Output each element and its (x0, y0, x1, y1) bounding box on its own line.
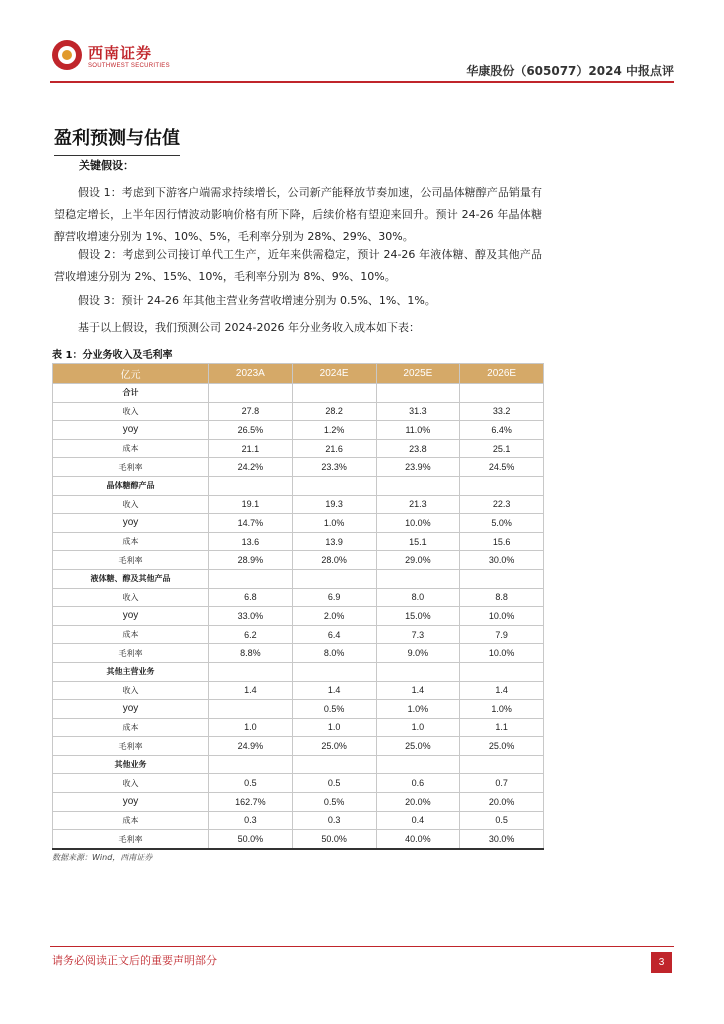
footer-divider (50, 946, 674, 947)
assumption-1-paragraph: 假设 1：考虑到下游客户端需求持续增长，公司新产能释放节奏加速，公司晶体糖醇产品销量有望稳定增长，上半年因行情波动影响价格有所下降，后续价格有望迎来回升。预计 24-26 年晶体糖醇营收增速分别为 1%、10%、5%，毛利率分别为 28%、29%、30%。 (54, 186, 542, 243)
table-cell: 162.7% (209, 793, 293, 812)
table-cell: 24.5% (460, 458, 544, 477)
table-row (53, 514, 544, 533)
group-empty-cell (292, 569, 376, 588)
table-cell: 50.0% (292, 830, 376, 849)
header-unit: 亿元 (53, 364, 209, 384)
row-label: 收入 (53, 681, 209, 700)
table-row (53, 737, 544, 756)
assumption-2-paragraph: 假设 2：考虑到公司接订单代工生产，近年来供需稳定，预计 24-26 年液体糖、醇及其他产品营收增速分别为 2%、15%、10%，毛利率分别为 8%、9%、10%。 (54, 248, 542, 283)
table-row (53, 700, 544, 719)
group-empty-cell (209, 662, 293, 681)
group-empty-cell (376, 755, 460, 774)
page-header (50, 38, 674, 82)
table-row (53, 495, 544, 514)
table-cell: 1.2% (292, 421, 376, 440)
table-cell: 33.2 (460, 402, 544, 421)
group-empty-cell (460, 384, 544, 403)
table-cell: 0.5% (292, 793, 376, 812)
group-label: 晶体糖醇产品 (53, 476, 209, 495)
table-cell: 8.8 (460, 588, 544, 607)
table-cell (209, 700, 293, 719)
table-cell: 19.1 (209, 495, 293, 514)
page-number: 3 (651, 952, 672, 973)
header-2025e: 2025E (376, 364, 460, 384)
group-empty-cell (376, 569, 460, 588)
row-label: 收入 (53, 402, 209, 421)
table-cell: 28.9% (209, 551, 293, 570)
table-cell: 30.0% (460, 551, 544, 570)
group-empty-cell (376, 662, 460, 681)
table-cell: 1.0% (460, 700, 544, 719)
table-cell: 25.0% (376, 737, 460, 756)
table-cell: 6.8 (209, 588, 293, 607)
table-cell: 11.0% (376, 421, 460, 440)
table-cell: 25.0% (460, 737, 544, 756)
group-empty-cell (292, 384, 376, 403)
table-cell: 1.0 (292, 718, 376, 737)
table-cell: 24.2% (209, 458, 293, 477)
forecast-intro-paragraph: 基于以上假设，我们预测公司 2024-2026 年分业务收入成本如下表： (78, 321, 420, 334)
row-label: 毛利率 (53, 551, 209, 570)
table-cell: 0.3 (292, 811, 376, 830)
table-cell: 15.0% (376, 607, 460, 626)
row-label: 毛利率 (53, 737, 209, 756)
table-cell: 8.8% (209, 644, 293, 663)
table-row (53, 811, 544, 830)
table-cell: 0.3 (209, 811, 293, 830)
table-cell: 6.2 (209, 625, 293, 644)
table-cell: 23.3% (292, 458, 376, 477)
table-cell: 1.4 (376, 681, 460, 700)
row-label: 收入 (53, 495, 209, 514)
table-cell: 1.0% (292, 514, 376, 533)
table-cell: 33.0% (209, 607, 293, 626)
group-empty-cell (460, 476, 544, 495)
table-cell: 13.6 (209, 532, 293, 551)
table-cell: 20.0% (376, 793, 460, 812)
group-empty-cell (460, 755, 544, 774)
table-cell: 10.0% (460, 607, 544, 626)
table-cell: 28.2 (292, 402, 376, 421)
table-group-row (53, 755, 544, 774)
table-cell: 30.0% (460, 830, 544, 849)
table-cell: 1.0 (209, 718, 293, 737)
group-empty-cell (460, 569, 544, 588)
row-label: 成本 (53, 439, 209, 458)
group-empty-cell (376, 384, 460, 403)
table-cell: 0.5 (460, 811, 544, 830)
assumption-3-paragraph: 假设 3：预计 24-26 年其他主营业务营收增速分别为 0.5%、1%、1%。 (78, 294, 436, 307)
group-label: 其他主营业务 (53, 662, 209, 681)
report-title: 华康股份（605077）2024 中报点评 (466, 64, 674, 78)
row-label: yoy (53, 421, 209, 440)
table-cell: 0.5 (292, 774, 376, 793)
table-cell: 21.1 (209, 439, 293, 458)
table-row (53, 830, 544, 849)
row-label: 成本 (53, 532, 209, 551)
row-label: yoy (53, 514, 209, 533)
table-cell: 0.5 (209, 774, 293, 793)
row-label: 毛利率 (53, 458, 209, 477)
table-row (53, 551, 544, 570)
table-cell: 8.0 (376, 588, 460, 607)
table-cell: 1.0 (376, 718, 460, 737)
table-cell: 1.4 (209, 681, 293, 700)
row-label: yoy (53, 793, 209, 812)
row-label: 毛利率 (53, 830, 209, 849)
table-cell: 26.5% (209, 421, 293, 440)
group-empty-cell (292, 662, 376, 681)
header-2023a: 2023A (209, 364, 293, 384)
table-cell: 19.3 (292, 495, 376, 514)
table-cell: 7.3 (376, 625, 460, 644)
row-label: 成本 (53, 718, 209, 737)
row-label: 成本 (53, 625, 209, 644)
table-cell: 23.9% (376, 458, 460, 477)
logo-icon (52, 40, 82, 70)
table-cell: 28.0% (292, 551, 376, 570)
section-title: 盈利预测与估值 (54, 124, 180, 150)
table-cell: 0.4 (376, 811, 460, 830)
table-row (53, 718, 544, 737)
group-label: 合计 (53, 384, 209, 403)
table-bottom-rule (52, 848, 544, 850)
group-empty-cell (460, 662, 544, 681)
table-caption: 表 1：分业务收入及毛利率 (52, 350, 173, 361)
table-cell: 22.3 (460, 495, 544, 514)
row-label: yoy (53, 700, 209, 719)
table-row (53, 421, 544, 440)
row-label: 成本 (53, 811, 209, 830)
group-empty-cell (376, 476, 460, 495)
table-row (53, 681, 544, 700)
table-group-row (53, 662, 544, 681)
table-cell: 25.1 (460, 439, 544, 458)
table-cell: 2.0% (292, 607, 376, 626)
table-cell: 1.4 (292, 681, 376, 700)
table-cell: 0.6 (376, 774, 460, 793)
disclaimer-note: 请务必阅读正文后的重要声明部分 (52, 954, 217, 967)
table-cell: 6.9 (292, 588, 376, 607)
group-empty-cell (292, 755, 376, 774)
table-cell: 29.0% (376, 551, 460, 570)
table-row (53, 458, 544, 477)
row-label: yoy (53, 607, 209, 626)
table-cell: 27.8 (209, 402, 293, 421)
key-assumptions-heading: 关键假设： (79, 159, 134, 172)
header-divider (50, 81, 674, 83)
table-row (53, 644, 544, 663)
header-2026e: 2026E (460, 364, 544, 384)
group-empty-cell (209, 384, 293, 403)
table-row (53, 402, 544, 421)
group-label: 液体糖、醇及其他产品 (53, 569, 209, 588)
segment-revenue-table (52, 363, 544, 849)
table-cell: 1.4 (460, 681, 544, 700)
table-row (53, 625, 544, 644)
table-cell: 21.6 (292, 439, 376, 458)
table-cell: 40.0% (376, 830, 460, 849)
table-row (53, 588, 544, 607)
table-group-row (53, 384, 544, 403)
table-cell: 21.3 (376, 495, 460, 514)
table-row (53, 532, 544, 551)
group-empty-cell (209, 569, 293, 588)
table-cell: 0.5% (292, 700, 376, 719)
table-group-row (53, 569, 544, 588)
table-cell: 1.1 (460, 718, 544, 737)
table-cell: 50.0% (209, 830, 293, 849)
header-2024e: 2024E (292, 364, 376, 384)
row-label: 收入 (53, 774, 209, 793)
table-cell: 20.0% (460, 793, 544, 812)
table-cell: 14.7% (209, 514, 293, 533)
table-cell: 13.9 (292, 532, 376, 551)
table-row (53, 774, 544, 793)
table-header-row (53, 364, 544, 384)
data-source-note: 数据来源：Wind，西南证券 (52, 853, 153, 862)
table-cell: 15.1 (376, 532, 460, 551)
logo-name-cn: 西南证券 (88, 44, 153, 62)
group-empty-cell (209, 476, 293, 495)
table-cell: 6.4 (292, 625, 376, 644)
table-cell: 10.0% (376, 514, 460, 533)
row-label: 收入 (53, 588, 209, 607)
table-cell: 7.9 (460, 625, 544, 644)
table-cell: 15.6 (460, 532, 544, 551)
table-cell: 23.8 (376, 439, 460, 458)
table-group-row (53, 476, 544, 495)
table-cell: 25.0% (292, 737, 376, 756)
group-label: 其他业务 (53, 755, 209, 774)
table-cell: 9.0% (376, 644, 460, 663)
group-empty-cell (292, 476, 376, 495)
table-cell: 10.0% (460, 644, 544, 663)
table-cell: 8.0% (292, 644, 376, 663)
table-cell: 5.0% (460, 514, 544, 533)
logo-name-en: SOUTHWEST SECURITIES (88, 63, 170, 69)
table-row (53, 607, 544, 626)
table-cell: 1.0% (376, 700, 460, 719)
table-cell: 31.3 (376, 402, 460, 421)
table-cell: 24.9% (209, 737, 293, 756)
table-cell: 0.7 (460, 774, 544, 793)
row-label: 毛利率 (53, 644, 209, 663)
table-row (53, 793, 544, 812)
table-cell: 6.4% (460, 421, 544, 440)
group-empty-cell (209, 755, 293, 774)
table-row (53, 439, 544, 458)
